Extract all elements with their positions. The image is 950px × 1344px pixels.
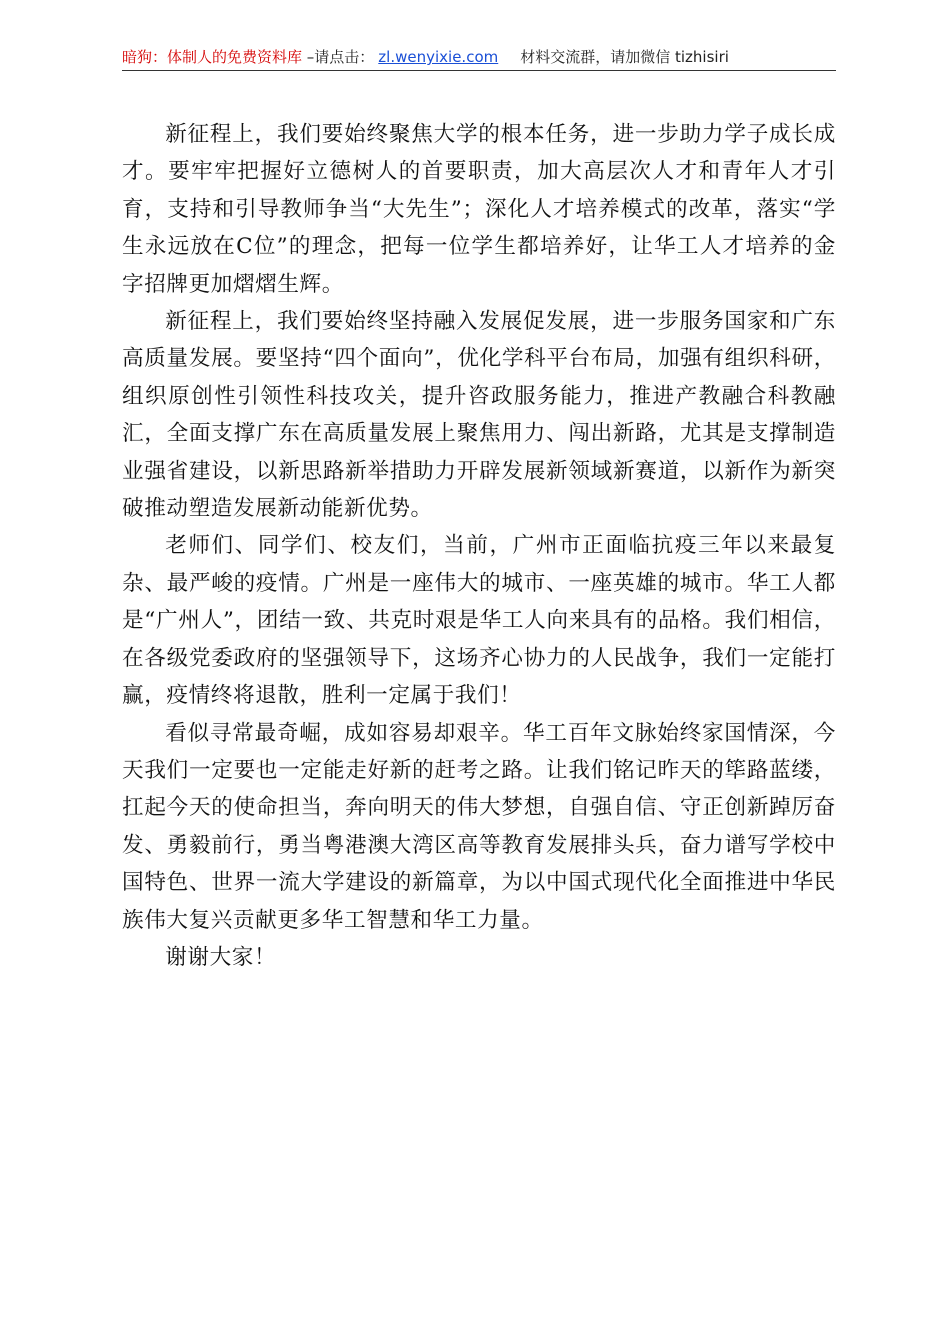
paragraph: 新征程上，我们要始终聚焦大学的根本任务，进一步助力学子成长成才。要牢牢把握好立德树人的首要职责，加大高层次人才和青年人才引育，支持和引导教师争当“大先生”；深化人才培养模式的改革，落实“学生永远放在C位”的理念，把每一位学生都培养好，让华工人才培养的金字招牌更加熠熠生辉。 — [122, 122, 836, 297]
paragraph: 老师们、同学们、校友们，当前，广州市正面临抗疫三年以来最复杂、最严峻的疫情。广州是一座伟大的城市、一座英雄的城市。华工人都是“广州人”，团结一致、共克时艰是华工人向来具有的品格。我们相信，在各级党委政府的坚强领导下，这场齐心协力的人民战争，我们一定能打赢，疫情终将退散，胜利一定属于我们！ — [122, 533, 836, 709]
header-link[interactable]: zl.wenyixie.com — [378, 48, 499, 66]
paragraph: 新征程上，我们要始终坚持融入发展促发展，进一步服务国家和广东高质量发展。要坚持“四个面向”，优化学科平台布局，加强有组织科研，组织原创性引领性科技攻关，提升咨政服务能力，推进产教融合科教融汇，全面支撑广东在高质量发展上聚焦用力、闯出新路，尤其是支撑制造业强省建设，以新思路新举措助力开辟发展新领域新赛道，以新作为新突破推动塑造发展新动能新优势。 — [122, 309, 836, 522]
paragraph-closing: 谢谢大家！ — [165, 944, 277, 970]
header-brand: 暗狗：体制人的免费资料库 — [122, 48, 303, 66]
document-body — [122, 116, 836, 976]
header-prompt: –请点击： — [302, 48, 375, 66]
page-header — [122, 44, 836, 71]
paragraph: 看似寻常最奇崛，成如容易却艰辛。华工百年文脉始终家国情深，今天我们一定要也一定能走好新的赶考之路。让我们铭记昨天的筚路蓝缕，扛起今天的使命担当，奔向明天的伟大梦想，自强自信、守正创新踔厉奋发、勇毅前行，勇当粤港澳大湾区高等教育发展排头兵，奋力谱写学校中国特色、世界一流大学建设的新篇章，为以中国式现代化全面推进中华民族伟大复兴贡献更多华工智慧和华工力量。 — [122, 720, 836, 933]
header-group-info: 材料交流群，请加微信 tizhisiri — [520, 48, 729, 66]
